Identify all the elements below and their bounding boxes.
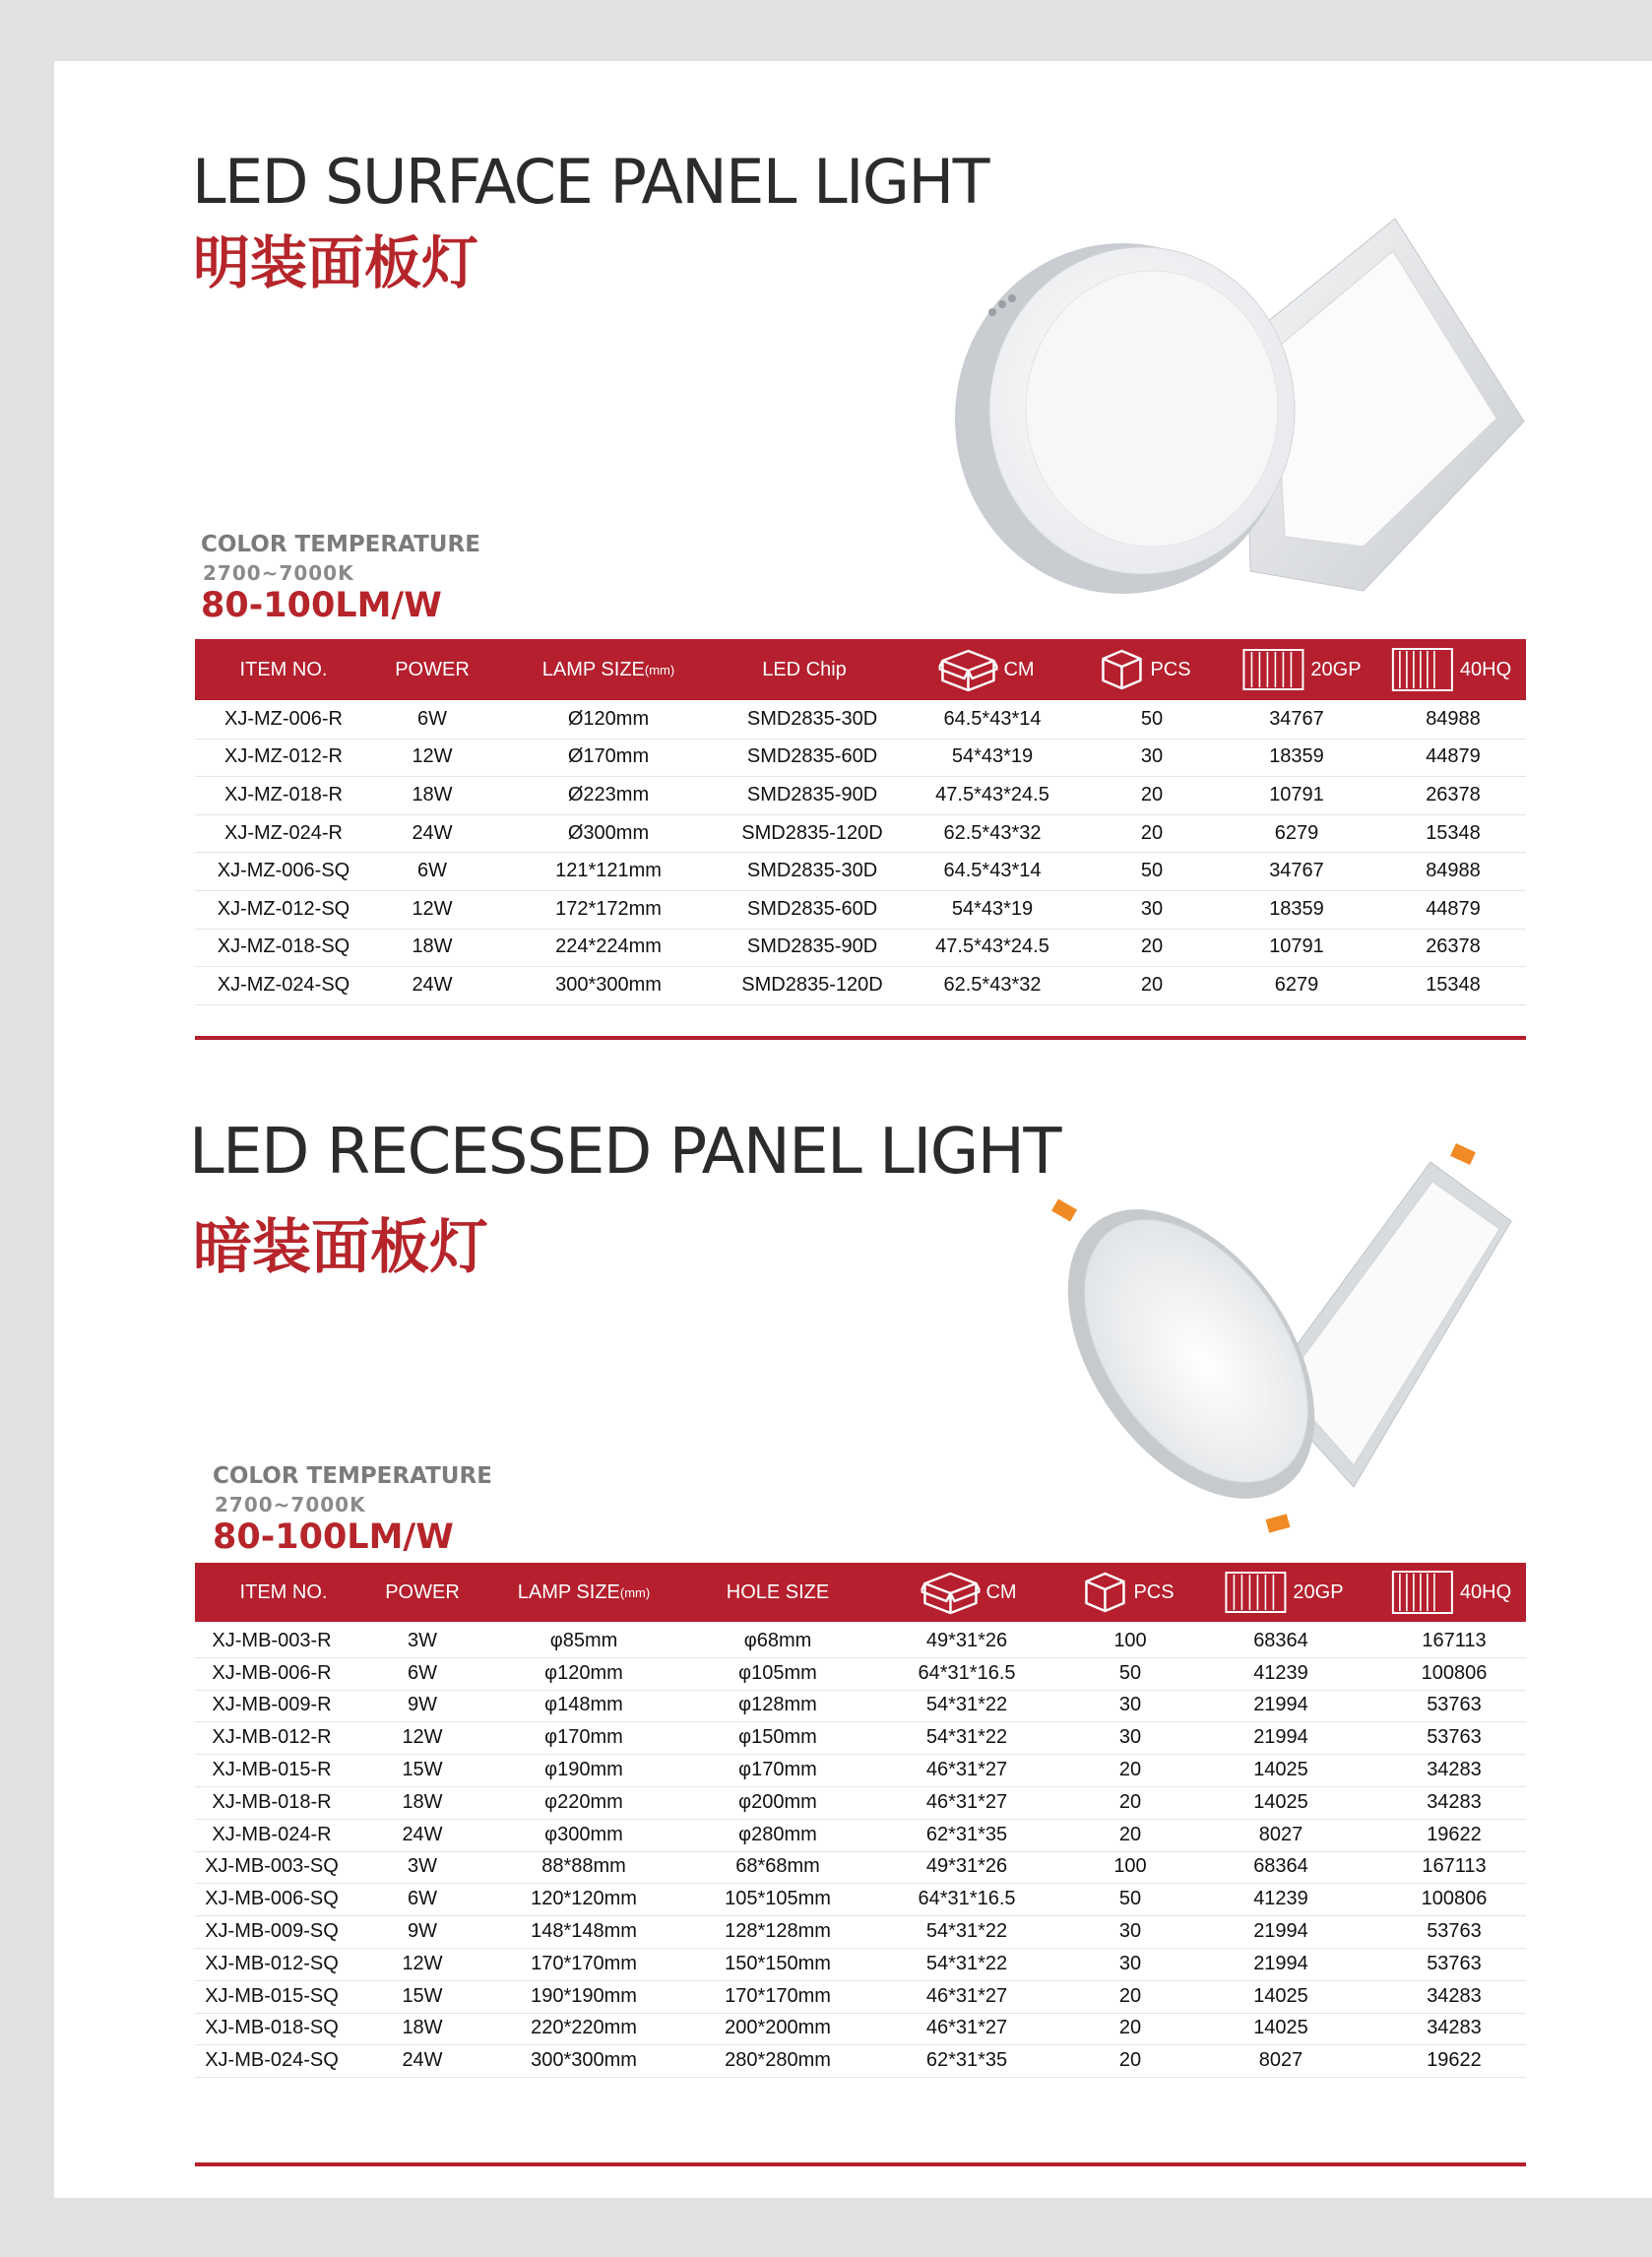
cell-qty-40hq: 100806 (1421, 1888, 1488, 1910)
cell-pcs: 50 (1140, 860, 1164, 882)
container-20gp-icon (1241, 648, 1304, 691)
cell-power: 24W (412, 973, 453, 996)
cell-carton-size: 47.5*43*24.5 (935, 935, 1049, 958)
table-row (195, 890, 1526, 930)
cell-carton-size: 64*31*16.5 (918, 1661, 1016, 1684)
table-row (195, 1915, 1526, 1949)
cell-qty-40hq: 26378 (1426, 783, 1481, 806)
cell-hole-size: φ68mm (743, 1629, 812, 1651)
cell-pcs: 100 (1113, 1629, 1147, 1651)
cell-pcs: 20 (1140, 973, 1164, 996)
cell-led-chip: SMD2835-60D (746, 897, 878, 920)
cell-item-no: XJ-MB-024-R (212, 1823, 332, 1845)
cell-hole-size: φ170mm (738, 1759, 817, 1781)
cell-qty-40hq: 26378 (1426, 935, 1481, 958)
cell-led-chip: SMD2835-90D (746, 783, 878, 806)
cell-qty-40hq: 34283 (1427, 2017, 1482, 2039)
cell-item-no: XJ-MB-024-SQ (205, 2049, 339, 2072)
cell-qty-40hq: 84988 (1426, 707, 1481, 730)
cell-pcs: 30 (1118, 1952, 1142, 1974)
cell-hole-size: 170*170mm (725, 1984, 831, 2007)
cell-hole-size: φ280mm (738, 1823, 817, 1845)
cell-carton-size: 54*43*19 (951, 745, 1034, 768)
cell-item-no: XJ-MZ-012-SQ (217, 897, 350, 920)
cell-lamp-size: φ148mm (544, 1694, 623, 1716)
cell-qty-20gp: 21994 (1253, 1694, 1308, 1716)
cell-qty-20gp: 14025 (1253, 1984, 1308, 2007)
section2-color-temp-label: COLOR TEMPERATURE (213, 1463, 492, 1489)
cell-carton-size: 46*31*27 (925, 1984, 1008, 2007)
cell-qty-40hq: 53763 (1427, 1694, 1482, 1716)
single-box-icon (1082, 1570, 1127, 1615)
cell-qty-20gp: 68364 (1253, 1855, 1308, 1878)
cell-item-no: XJ-MB-012-R (212, 1726, 332, 1749)
cell-hole-size: φ128mm (738, 1694, 817, 1716)
cell-qty-20gp: 34767 (1269, 707, 1324, 730)
cell-lamp-size: φ120mm (544, 1661, 623, 1684)
cell-pcs: 20 (1118, 1984, 1142, 2007)
cell-item-no: XJ-MB-003-SQ (205, 1855, 339, 1878)
cell-qty-40hq: 44879 (1426, 745, 1481, 768)
cell-pcs: 50 (1140, 707, 1164, 730)
cell-lamp-size: Ø170mm (567, 745, 650, 768)
table-row (195, 1754, 1526, 1787)
section2-table-header (195, 1563, 1526, 1622)
section2-title: LED RECESSED PANEL LIGHT (189, 1116, 1060, 1189)
cell-item-no: XJ-MB-006-SQ (205, 1888, 339, 1910)
cell-power: 9W (408, 1694, 437, 1716)
cell-qty-20gp: 18359 (1269, 897, 1324, 920)
cell-item-no: XJ-MB-015-SQ (205, 1984, 339, 2007)
cell-power: 9W (408, 1920, 437, 1943)
cell-lamp-size: Ø120mm (567, 707, 650, 730)
cell-qty-20gp: 14025 (1253, 1759, 1308, 1781)
cell-pcs: 20 (1118, 1823, 1142, 1845)
cell-pcs: 30 (1118, 1920, 1142, 1943)
cell-power: 18W (412, 935, 453, 958)
table-row (195, 2013, 1526, 2046)
section1-color-temp-range: 2700~7000K (203, 561, 354, 585)
cell-item-no: XJ-MB-015-R (212, 1759, 332, 1781)
cell-hole-size: 150*150mm (725, 1952, 831, 1974)
cell-carton-size: 62*31*35 (925, 1823, 1008, 1845)
table-row (195, 1819, 1526, 1852)
cell-qty-40hq: 167113 (1422, 1629, 1487, 1651)
cell-qty-40hq: 53763 (1427, 1920, 1482, 1943)
cell-power: 18W (402, 2017, 443, 2039)
table-row (195, 1851, 1526, 1885)
th-20gp: 20GP (1241, 639, 1361, 700)
cell-pcs: 30 (1140, 745, 1164, 768)
cell-power: 3W (408, 1629, 437, 1651)
cell-lamp-size: 121*121mm (555, 860, 662, 882)
container-40hq-icon (1391, 1570, 1454, 1615)
cell-qty-20gp: 18359 (1269, 745, 1324, 768)
cell-hole-size: 128*128mm (725, 1920, 831, 1943)
table-row (195, 814, 1526, 854)
cell-led-chip: SMD2835-120D (741, 973, 883, 996)
th-power: POWER (385, 1580, 460, 1603)
cell-pcs: 100 (1113, 1855, 1147, 1878)
cell-lamp-size: φ170mm (544, 1726, 623, 1749)
table-row (195, 700, 1526, 740)
th-item-no: ITEM NO. (239, 1580, 328, 1603)
cell-item-no: XJ-MZ-018-R (223, 783, 344, 806)
cell-carton-size: 46*31*27 (925, 1759, 1008, 1781)
cell-carton-size: 54*31*22 (925, 1694, 1008, 1716)
cell-lamp-size: 120*120mm (531, 1888, 637, 1910)
cell-power: 18W (412, 783, 453, 806)
cell-lamp-size: φ300mm (544, 1823, 623, 1845)
table-row (195, 1721, 1526, 1755)
cell-power: 24W (402, 1823, 443, 1845)
cell-lamp-size: Ø300mm (567, 821, 650, 844)
table-row (195, 1980, 1526, 2014)
cell-carton-size: 62*31*35 (925, 2049, 1008, 2072)
cell-led-chip: SMD2835-120D (741, 821, 883, 844)
cell-qty-40hq: 15348 (1426, 973, 1481, 996)
cell-pcs: 30 (1140, 897, 1164, 920)
cell-lamp-size: 88*88mm (541, 1855, 626, 1878)
cell-item-no: XJ-MB-006-R (212, 1661, 332, 1684)
section2-divider (195, 2162, 1526, 2166)
table-row (195, 739, 1526, 778)
cell-qty-20gp: 14025 (1253, 2017, 1308, 2039)
cell-hole-size: φ105mm (738, 1661, 817, 1684)
cell-qty-40hq: 34283 (1427, 1984, 1482, 2007)
cell-power: 6W (408, 1661, 437, 1684)
cell-pcs: 20 (1118, 1759, 1142, 1781)
cell-led-chip: SMD2835-30D (746, 860, 878, 882)
cell-item-no: XJ-MB-009-R (212, 1694, 332, 1716)
th-20gp: 20GP (1224, 1563, 1343, 1622)
cell-qty-20gp: 41239 (1253, 1888, 1308, 1910)
section1-color-temp-label: COLOR TEMPERATURE (201, 532, 480, 557)
cell-lamp-size: 190*190mm (531, 1984, 637, 2007)
cell-qty-20gp: 6279 (1274, 973, 1319, 996)
th-cm: CM (921, 1563, 1016, 1622)
cell-pcs: 20 (1140, 935, 1164, 958)
cell-qty-20gp: 10791 (1269, 783, 1324, 806)
th-pcs: PCS (1082, 1563, 1174, 1622)
table-row (195, 1786, 1526, 1820)
cell-lamp-size: 300*300mm (531, 2049, 637, 2072)
cell-lamp-size: φ190mm (544, 1759, 623, 1781)
cell-item-no: XJ-MZ-006-R (223, 707, 344, 730)
section2-efficacy: 80-100LM/W (213, 1517, 454, 1557)
cell-power: 12W (402, 1726, 443, 1749)
cell-led-chip: SMD2835-90D (746, 935, 878, 958)
th-item-no: ITEM NO. (239, 658, 328, 680)
table-row (195, 852, 1526, 891)
cell-carton-size: 46*31*27 (925, 1790, 1008, 1813)
th-hole-size: HOLE SIZE (726, 1580, 830, 1603)
table-row (195, 1948, 1526, 1981)
th-pcs: PCS (1099, 639, 1190, 700)
cell-hole-size: 68*68mm (735, 1855, 820, 1878)
table-row (195, 2044, 1526, 2078)
cell-hole-size: φ150mm (738, 1726, 817, 1749)
cell-qty-40hq: 34283 (1427, 1759, 1482, 1781)
cell-qty-20gp: 34767 (1269, 860, 1324, 882)
cell-carton-size: 49*31*26 (925, 1855, 1008, 1878)
cell-power: 3W (408, 1855, 437, 1878)
cell-pcs: 50 (1118, 1661, 1142, 1684)
cell-qty-40hq: 84988 (1426, 860, 1481, 882)
cell-pcs: 50 (1118, 1888, 1142, 1910)
cell-power: 6W (417, 707, 447, 730)
cell-carton-size: 49*31*26 (925, 1629, 1008, 1651)
cell-power: 12W (402, 1952, 443, 1974)
table-row (195, 966, 1526, 1005)
cell-qty-20gp: 8027 (1258, 2049, 1303, 2072)
cell-qty-40hq: 53763 (1427, 1726, 1482, 1749)
container-40hq-icon (1391, 647, 1454, 692)
cell-hole-size: 280*280mm (725, 2049, 831, 2072)
table-row (195, 1690, 1526, 1723)
cell-power: 15W (402, 1759, 443, 1781)
cell-carton-size: 54*31*22 (925, 1920, 1008, 1943)
cell-qty-40hq: 34283 (1427, 1790, 1482, 1813)
cell-power: 15W (402, 1984, 443, 2007)
cell-carton-size: 46*31*27 (925, 2017, 1008, 2039)
cell-carton-size: 62.5*43*32 (943, 821, 1042, 844)
cell-hole-size: φ200mm (738, 1790, 817, 1813)
section1-efficacy: 80-100LM/W (201, 586, 442, 625)
cell-qty-20gp: 21994 (1253, 1920, 1308, 1943)
th-led-chip: LED Chip (762, 658, 847, 680)
cell-carton-size: 54*31*22 (925, 1726, 1008, 1749)
cell-pcs: 20 (1118, 1790, 1142, 1813)
cell-lamp-size: 172*172mm (555, 897, 662, 920)
cell-led-chip: SMD2835-60D (746, 745, 878, 768)
cell-hole-size: 200*200mm (725, 2017, 831, 2039)
cell-carton-size: 47.5*43*24.5 (935, 783, 1049, 806)
cell-item-no: XJ-MZ-018-SQ (217, 935, 350, 958)
cell-qty-40hq: 19622 (1427, 2049, 1482, 2072)
cell-qty-20gp: 10791 (1269, 935, 1324, 958)
cell-pcs: 20 (1140, 783, 1164, 806)
cell-qty-20gp: 21994 (1253, 1952, 1308, 1974)
cell-item-no: XJ-MZ-024-SQ (217, 973, 350, 996)
cell-pcs: 20 (1118, 2049, 1142, 2072)
cell-qty-20gp: 68364 (1253, 1629, 1308, 1651)
cell-carton-size: 62.5*43*32 (943, 973, 1042, 996)
cell-item-no: XJ-MB-003-R (212, 1629, 332, 1651)
cell-pcs: 20 (1118, 2017, 1142, 2039)
cell-qty-20gp: 8027 (1258, 1823, 1303, 1845)
carton-box-icon (938, 647, 997, 692)
cell-lamp-size: 300*300mm (555, 973, 662, 996)
cell-lamp-size: 148*148mm (531, 1920, 637, 1943)
cell-power: 6W (408, 1888, 437, 1910)
cell-power: 12W (412, 897, 453, 920)
cell-pcs: 30 (1118, 1726, 1142, 1749)
cell-item-no: XJ-MB-018-SQ (205, 2017, 339, 2039)
section1-title: LED SURFACE PANEL LIGHT (192, 146, 988, 218)
cell-lamp-size: Ø223mm (567, 783, 650, 806)
cell-carton-size: 64*31*16.5 (918, 1888, 1016, 1910)
cell-item-no: XJ-MZ-006-SQ (217, 860, 350, 882)
cell-qty-40hq: 53763 (1427, 1952, 1482, 1974)
th-power: POWER (395, 658, 470, 680)
table-row (195, 1657, 1526, 1691)
carton-box-icon (921, 1570, 980, 1615)
section1-table-header (195, 639, 1526, 700)
cell-item-no: XJ-MZ-024-R (223, 821, 344, 844)
cell-lamp-size: 170*170mm (531, 1952, 637, 1974)
th-40hq: 40HQ (1391, 1563, 1511, 1622)
cell-carton-size: 64.5*43*14 (943, 707, 1042, 730)
th-lamp-size: LAMP SIZE (mm) (541, 658, 675, 680)
cell-hole-size: 105*105mm (725, 1888, 831, 1910)
table-row (195, 1625, 1526, 1658)
cell-lamp-size: 224*224mm (555, 935, 662, 958)
cell-qty-40hq: 100806 (1421, 1661, 1488, 1684)
cell-lamp-size: 220*220mm (531, 2017, 637, 2039)
section2-color-temp-range: 2700~7000K (215, 1493, 366, 1516)
th-40hq: 40HQ (1391, 639, 1511, 700)
cell-item-no: XJ-MB-018-R (212, 1790, 332, 1813)
cell-qty-20gp: 41239 (1253, 1661, 1308, 1684)
th-cm: CM (938, 639, 1034, 700)
cell-item-no: XJ-MZ-012-R (223, 745, 344, 768)
cell-qty-40hq: 15348 (1426, 821, 1481, 844)
cell-qty-40hq: 44879 (1426, 897, 1481, 920)
cell-power: 24W (402, 2049, 443, 2072)
cell-qty-40hq: 167113 (1422, 1855, 1487, 1878)
section1-divider (195, 1036, 1526, 1040)
surface-panel-light-image (945, 202, 1536, 615)
cell-pcs: 20 (1140, 821, 1164, 844)
cell-lamp-size: φ220mm (544, 1790, 623, 1813)
table-row (195, 1883, 1526, 1916)
cell-power: 18W (402, 1790, 443, 1813)
single-box-icon (1099, 647, 1144, 692)
cell-item-no: XJ-MB-009-SQ (205, 1920, 339, 1943)
cell-qty-20gp: 14025 (1253, 1790, 1308, 1813)
table-row (195, 929, 1526, 968)
cell-item-no: XJ-MB-012-SQ (205, 1952, 339, 1974)
cell-lamp-size: φ85mm (549, 1629, 618, 1651)
container-20gp-icon (1224, 1571, 1287, 1614)
cell-led-chip: SMD2835-30D (746, 707, 878, 730)
cell-qty-20gp: 21994 (1253, 1726, 1308, 1749)
cell-power: 24W (412, 821, 453, 844)
cell-qty-40hq: 19622 (1427, 1823, 1482, 1845)
section1-subtitle: 明装面板灯 (193, 229, 479, 296)
cell-qty-20gp: 6279 (1274, 821, 1319, 844)
recessed-panel-light-image (1019, 1142, 1531, 1536)
cell-carton-size: 54*43*19 (951, 897, 1034, 920)
cell-carton-size: 64.5*43*14 (943, 860, 1042, 882)
cell-carton-size: 54*31*22 (925, 1952, 1008, 1974)
cell-power: 6W (417, 860, 447, 882)
th-lamp-size: LAMP SIZE (mm) (517, 1580, 651, 1603)
cell-power: 12W (412, 745, 453, 768)
cell-pcs: 30 (1118, 1694, 1142, 1716)
section2-subtitle: 暗装面板灯 (193, 1213, 488, 1282)
table-row (195, 776, 1526, 815)
